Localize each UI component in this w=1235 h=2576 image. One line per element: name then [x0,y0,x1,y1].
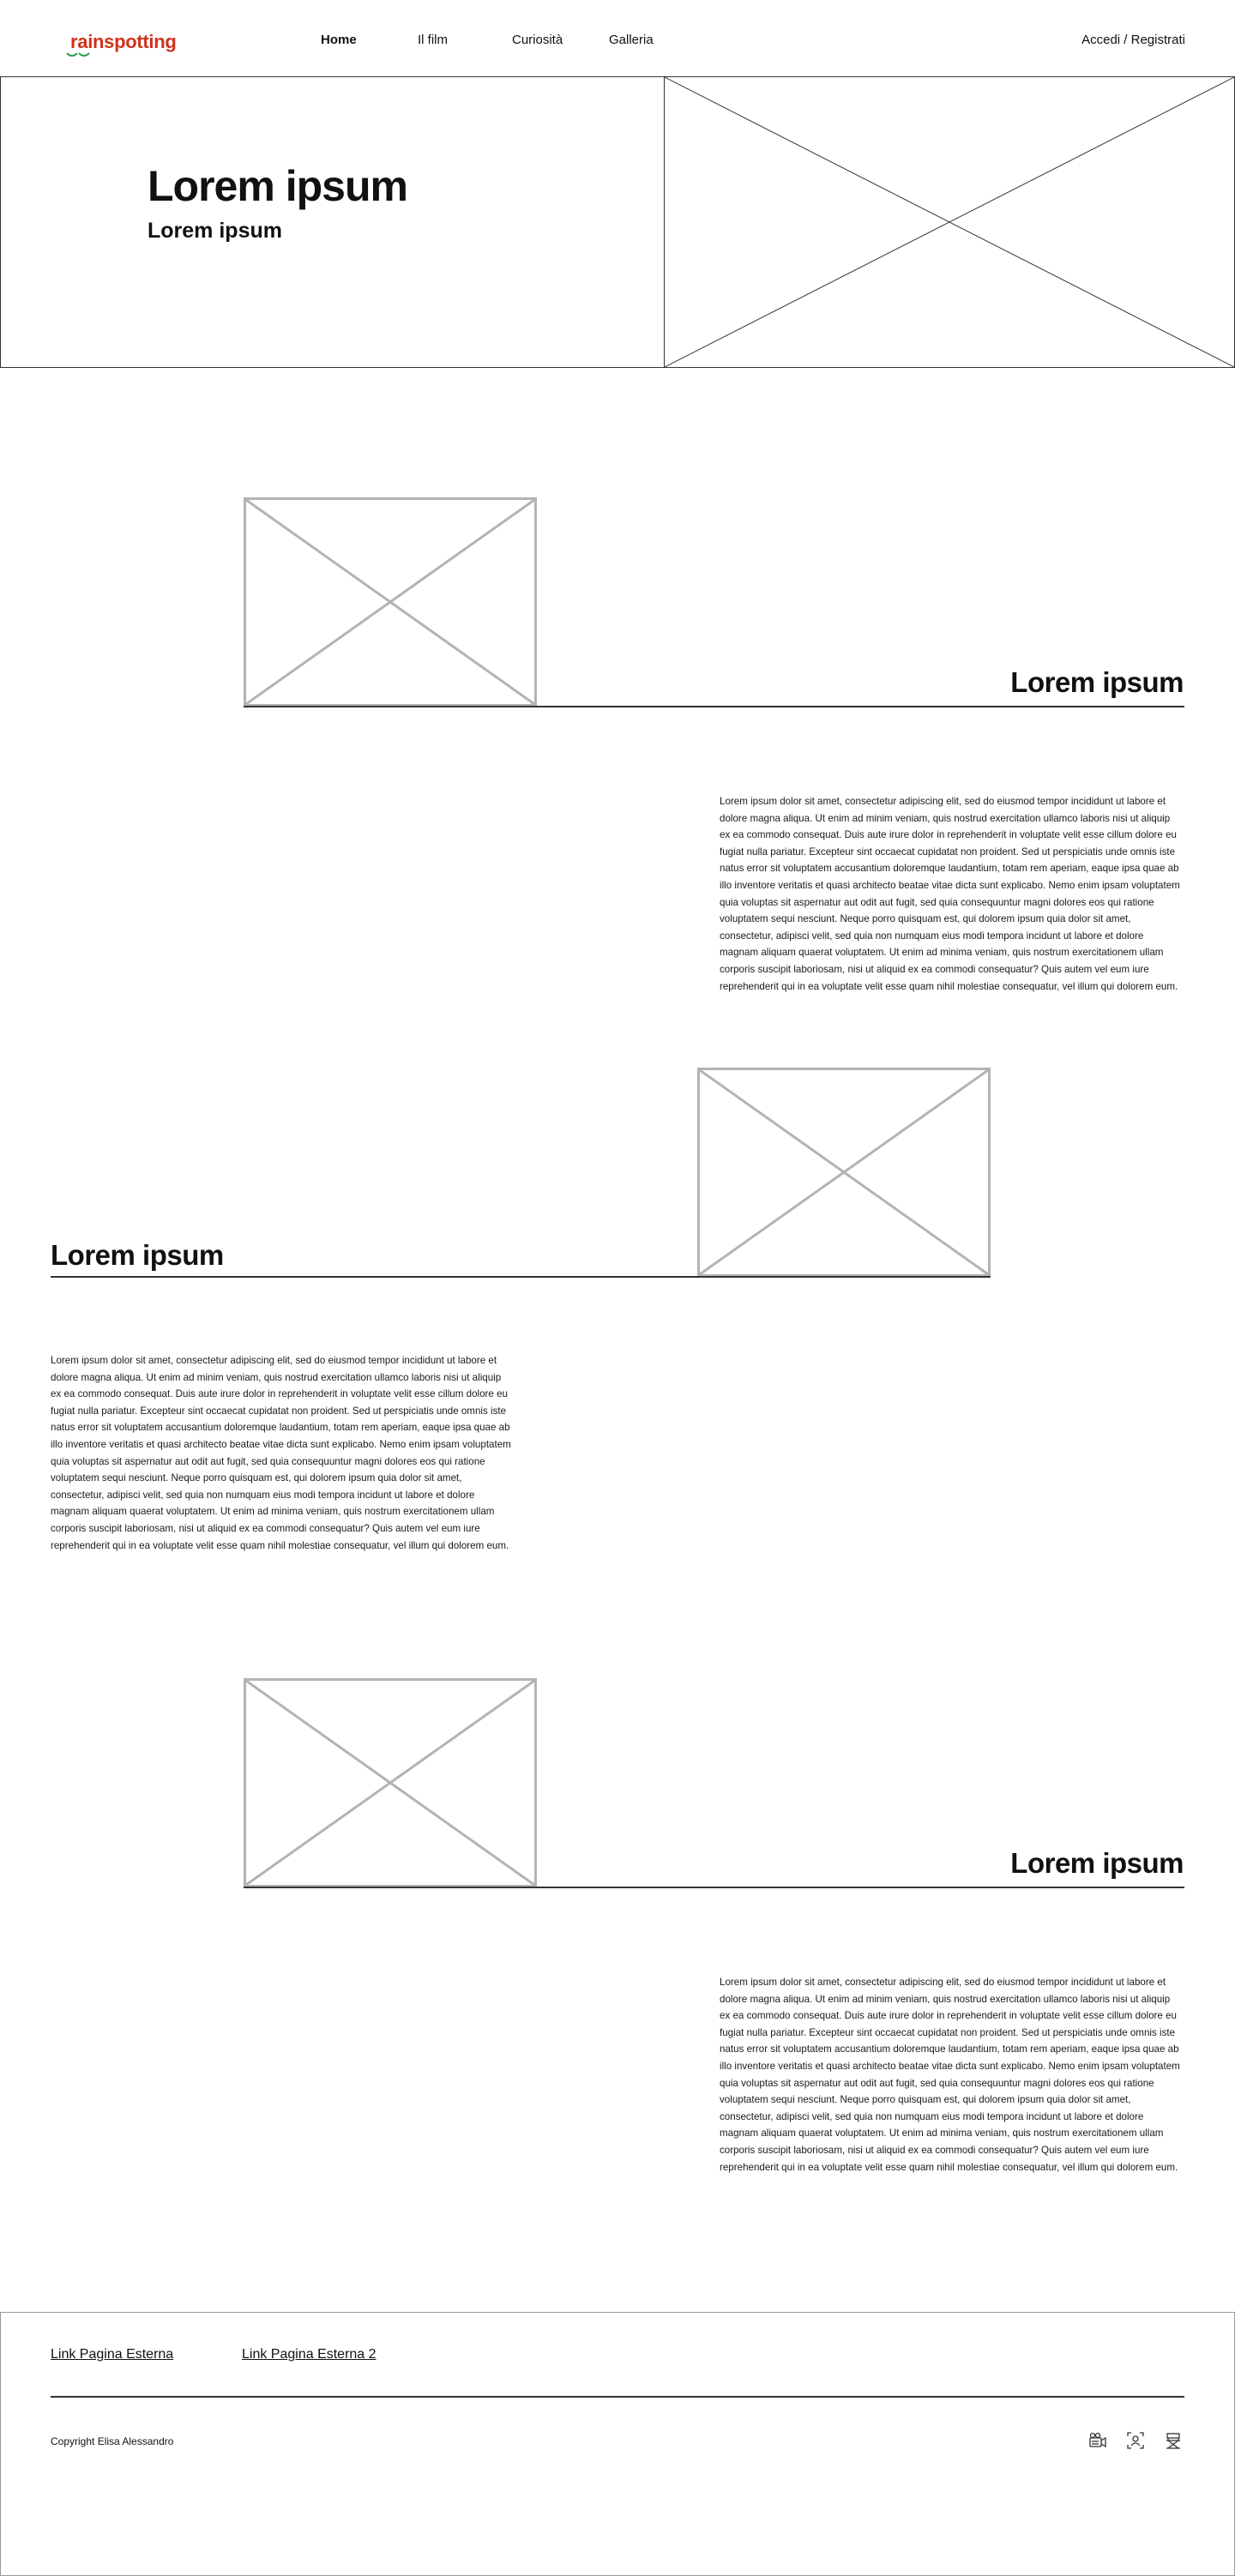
section-3-body: Lorem ipsum dolor sit amet, consectetur adipiscing elit, sed do eiusmod tempor incididunt ut labore et dolore magna aliqua. Ut enim ad minim veniam, quis nostrud exercitation ullamco laboris nisi ut aliquip ex ea commodo consequat. Duis aute irure dolor in reprehenderit in voluptate velit esse cillum dolore eu fugiat nulla pariatur. Excepteur sint occaecat cupidatat non proident. Sed ut perspiciatis unde omnis iste natus error sit voluptatem accusantium doloremque laudantium, totam rem aperiam, eaque ipsa quae ab illo inventore veritatis et quasi architecto beatae vitae dicta sunt explicabo. Nemo enim ipsam voluptatem quia voluptas sit aspernatur aut odit aut fugit, sed quia consequuntur magni dolores eos qui ratione voluptatem sequi nesciunt. Neque porro quisquam est, qui dolorem ipsum quia dolor sit amet, consectetur, adipisci velit, sed quia non numquam eius modi tempora incidunt ut labore et dolore magnam aliquam quaerat voluptatem. Ut enim ad minima veniam, quis nostrum exercitationem ullam corporis suscipit laboriosam, nisi ut aliquid ex ea commodi consequatur? Quis autem vel eum iure reprehenderit qui in ea voluptate velit esse quam nihil molestiae consequatur, vel illum qui dolorem eum. [720,1977,1180,2173]
camera-icon[interactable] [1088,2431,1107,2450]
director-chair-icon[interactable] [1164,2431,1183,2450]
logo[interactable] [53,17,182,62]
footer-link-1[interactable]: Link Pagina Esterna [51,2347,174,2362]
section-3-title: Lorem ipsum [1010,1847,1184,1879]
hero-image-placeholder [664,76,1235,368]
login-register-link[interactable]: Accedi / Registrati [1081,33,1185,47]
hero-title: Lorem ipsum [148,162,407,210]
nav-home[interactable]: Home [321,33,357,47]
nav-curiosita[interactable]: Curiosità [512,33,563,47]
nav-galleria[interactable]: Galleria [609,33,654,47]
section-1-title: Lorem ipsum [1010,666,1184,698]
section-1-body: Lorem ipsum dolor sit amet, consectetur adipiscing elit, sed do eiusmod tempor incididunt ut labore et dolore magna aliqua. Ut enim ad minim veniam, quis nostrud exercitation ullamco laboris nisi ut aliquip ex ea commodo consequat. Duis aute irure dolor in reprehenderit in voluptate velit esse cillum dolore eu fugiat nulla pariatur. Excepteur sint occaecat cupidatat non proident. Sed ut perspiciatis unde omnis iste natus error sit voluptatem accusantium doloremque laudantium, totam rem aperiam, eaque ipsa quae ab illo inventore veritatis et quasi architecto beatae vitae dicta sunt explicabo. Nemo enim ipsam voluptatem quia voluptas sit aspernatur aut odit aut fugit, sed quia consequuntur magni dolores eos qui ratione voluptatem sequi nesciunt. Neque porro quisquam est, qui dolorem ipsum quia dolor sit amet, consectetur, adipisci velit, sed quia non numquam eius modi tempora incidunt ut labore et dolore magnam aliquam quaerat voluptatem. Ut enim ad minima veniam, quis nostrum exercitationem ullam corporis suscipit laboriosam, nisi ut aliquid ex ea commodi consequatur? Quis autem vel eum iure reprehenderit qui in ea voluptate velit esse quam nihil molestiae consequatur, vel illum qui dolorem eum. [720,796,1180,992]
nav-il-film[interactable]: Il film [418,33,448,47]
footer-link-2[interactable]: Link Pagina Esterna 2 [242,2347,377,2362]
section-2-divider [51,1276,991,1278]
copyright-text: Copyright Elisa Alessandro [51,2435,174,2447]
hero-subtitle: Lorem ipsum [148,219,282,243]
logo-text: rainspotting [70,31,177,52]
section-2-body: Lorem ipsum dolor sit amet, consectetur adipiscing elit, sed do eiusmod tempor incididunt ut labore et dolore magna aliqua. Ut enim ad minim veniam, quis nostrud exercitation ullamco laboris nisi ut aliquip ex ea commodo consequat. Duis aute irure dolor in reprehenderit in voluptate velit esse cillum dolore eu fugiat nulla pariatur. Excepteur sint occaecat cupidatat non proident. Sed ut perspiciatis unde omnis iste natus error sit voluptatem accusantium doloremque laudantium, totam rem aperiam, eaque ipsa quae ab illo inventore veritatis et quasi architecto beatae vitae dicta sunt explicabo. Nemo enim ipsam voluptatem quia voluptas sit aspernatur aut odit aut fugit, sed quia consequuntur magni dolores eos qui ratione voluptatem sequi nesciunt. Neque porro quisquam est, qui dolorem ipsum quia dolor sit amet, consectetur, adipisci velit, sed quia non numquam eius modi tempora incidunt ut labore et dolore magnam aliquam quaerat voluptatem. Ut enim ad minima veniam, quis nostrum exercitationem ullam corporis suscipit laboriosam, nisi ut aliquid ex ea commodi consequatur? Quis autem vel eum iure reprehenderit qui in ea voluptate velit esse quam nihil molestiae consequatur, vel illum qui dolorem eum. [51,1355,511,1551]
face-scan-icon[interactable] [1126,2431,1145,2450]
section-3-image-placeholder [244,1678,537,1887]
footer [0,2312,1235,2576]
section-3-divider [244,1887,1184,1888]
section-2-title: Lorem ipsum [51,1239,224,1271]
logo-mark-icon [65,50,94,60]
section-2-image-placeholder [697,1068,991,1277]
section-1-divider [244,706,1184,707]
footer-divider [51,2396,1184,2398]
section-1-image-placeholder [244,497,537,707]
